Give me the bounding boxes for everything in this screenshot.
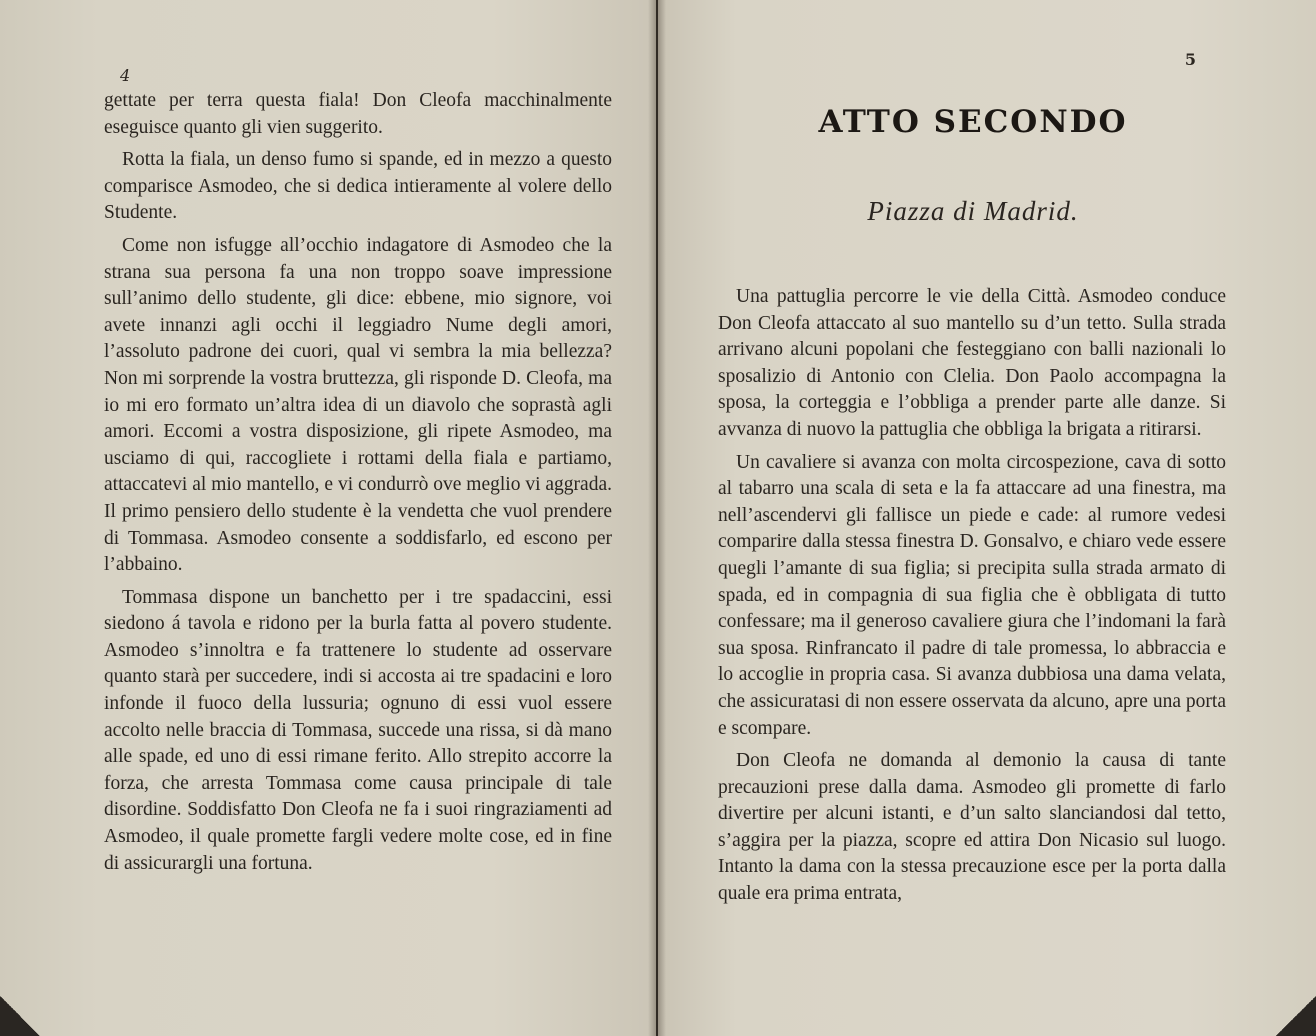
paragraph: Tommasa dispone un banchetto per i tre spadaccini, essi siedono á tavola e ridono per la burla fatta al povero studente. Asmodeo s’innoltra e fa trattenere lo studente ad osservare quanto starà per succedere, indi si accosta ai tre spadacini e loro infonde il fuoco della lussuria; ognuno di essi vuol essere accolto nelle braccia di Tommasa, succede una rissa, si dà mano alle spade, ed uno di essi rimane ferito. Allo strepito accorre la forza, che arresta Tommasa come causa principale di tale disordine. Soddisfatto Don Cleofa ne fa i suoi ringraziamenti ad Asmodeo, il quale promette fargli vedere molte cose, ed in fine di assicurargli una fortuna. xyxy=(104,586,612,874)
paragraph: Un cavaliere si avanza con molta circospezione, cava di sotto al tabarro una scala di seta e la fa attaccare ad una finestra, ma nell’ascendervi gli fallisce un piede e cade: al rumore vedesi comparire dalla stessa finestra D. Gonsalvo, e chiaro vede essere quegli l’amante di sua figlia; si precipita sulla strada armato di spada, ed in compagnia di sua figlia che è obbligata di tutto confessare; ma il generoso cavaliere giura che l’indomani la farà sua sposa. Rinfrancato il padre di tale promessa, lo abbraccia e lo accoglie in propria casa. Si avanza dubbiosa una dama velata, che assicuratasi di non essere osservata da alcuno, apre una porta e scompare. xyxy=(718,451,1226,739)
book-gutter xyxy=(648,0,666,1036)
paragraph: Una pattuglia percorre le vie della Città. Asmodeo conduce Don Cleofa attaccato al suo mantello su d’un tetto. Sulla strada arrivano alcuni popolani che festeggiano con balli nazionali lo sposalizio di Antonio con Clelia. Don Paolo accompagna la sposa, la corteggia e l’obbliga a prender parte alle danze. Si avvanza di nuovo la pattuglia che obbliga la brigata a ritirarsi. xyxy=(718,286,1226,440)
left-page-text xyxy=(104,88,612,883)
page-corner xyxy=(0,996,40,1036)
scene-title: Piazza di Madrid. xyxy=(867,196,1079,226)
right-page-number: 5 xyxy=(1184,50,1196,69)
right-page-text xyxy=(718,284,1226,914)
left-page xyxy=(0,0,656,1036)
page-corner xyxy=(1276,996,1316,1036)
paragraph: Don Cleofa ne domanda al demonio la causa di tante precauzioni prese dalla dama. Asmodeo gli promette di farlo divertire per alcuni istanti, e d’un salto slanciandosi dal tetto, s’aggira per la piazza, scopre ed attira Don Nicasio sul luogo. Intanto la dama con la stessa precauzione esce per la porta dalla quale era prima entrata, xyxy=(718,750,1226,905)
paragraph: Rotta la fiala, un denso fumo si spande, ed in mezzo a questo comparisce Asmodeo, che si dedica intieramente al volere dello Studente. xyxy=(104,149,612,224)
right-page xyxy=(658,0,1316,1036)
paragraph: Come non isfugge all’occhio indagatore di Asmodeo che la strana sua persona fa una non troppo soave impressione sull’animo dello studente, gli dice: ebbene, mio signore, voi avete innanzi agli occhi il leggiadro Nume degli amori, l’assoluto padrone dei cuori, qual vi sembra la mia bellezza? Non mi sorprende la vostra bruttezza, gli risponde D. Cleofa, ma io mi ero formato un’altra idea di un diavolo che soprastà agli amori. Eccomi a vostra disposizione, gli ripete Asmodeo, ma usciamo di qui, raccogliete i rottami della fiala e partiamo, attaccatevi al mio mantello, e vi condurrò ove meglio vi aggrada. Il primo pensiero dello studente è la vendetta che vuol prendere di Tommasa. Asmodeo consente a soddisfarlo, ed escono per l’abbaino. xyxy=(104,234,612,576)
act-title: ATTO SECONDO xyxy=(818,104,1128,140)
paragraph: gettate per terra questa fiala! Don Cleofa macchinalmente eseguisce quanto gli vien suggerito. xyxy=(104,90,612,138)
left-page-number: 4 xyxy=(120,66,131,85)
